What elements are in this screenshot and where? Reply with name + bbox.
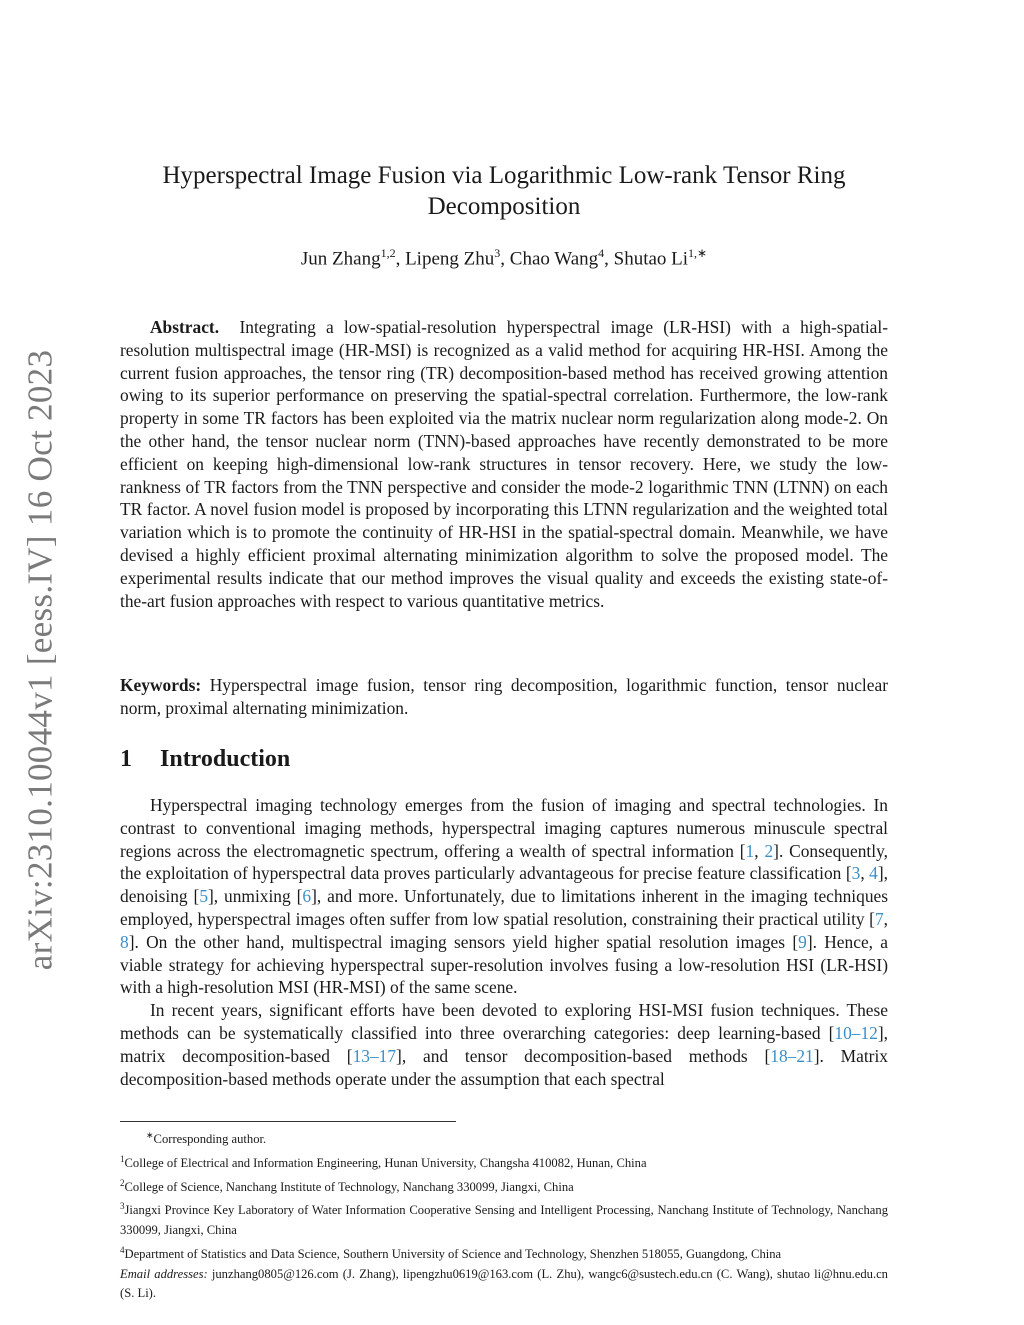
abstract-label: Abstract.: [150, 317, 220, 337]
footnote-mark: 1: [120, 1153, 125, 1164]
introduction-body: [120, 794, 888, 1090]
citation-link[interactable]: 2: [764, 840, 774, 861]
footnote-mark: 3: [120, 1201, 125, 1212]
citation-link[interactable]: 7: [874, 908, 884, 929]
citation-link[interactable]: 5: [199, 886, 209, 907]
citation-link[interactable]: 10–12: [834, 1022, 878, 1043]
section-number: 1: [120, 746, 132, 772]
keywords-label: Keywords:: [120, 675, 202, 695]
paper-title: Hyperspectral Image Fusion via Logarithmic Low-rank Tensor Ring Decomposition: [162, 162, 846, 220]
citation-link[interactable]: 8: [120, 931, 129, 952]
footnote: [120, 1241, 888, 1265]
email-text: junzhang0805@126.com (J. Zhang), lipengzhu0619@163.com (L. Zhu), wangc6@sustech.edu.cn (C. Wang), shutao li@hnu.edu.cn (S. Li).: [120, 1266, 888, 1301]
author-name: Lipeng Zhu: [405, 248, 495, 270]
footnote-text: Department of Statistics and Data Science, Southern University of Science and Technology, Shenzhen 518055, Guangdong, China: [124, 1246, 782, 1261]
author-name: Jun Zhang: [300, 248, 381, 270]
intro-paragraph-2: In recent years, significant efforts have been devoted to exploring HSI-MSI fusion techniques. These methods can be systematically classified into three overarching categories: deep learning-based [10–12], matrix decomposition-based [13–17], and tensor decomposition-based methods [18–21]. Matrix decomposition-based methods operate under the assumption that each spectral: [120, 1000, 888, 1089]
footnote-emails: [120, 1265, 888, 1304]
section-title: Introduction: [160, 746, 291, 772]
arxiv-side-stamp: [14, 349, 66, 971]
citation-link[interactable]: 4: [869, 863, 878, 884]
author-list: Jun Zhang$^{1,2}$, Lipeng Zhu$^3$, Chao Wang$^4$, Shutao $Li^{1,∗}$: [300, 246, 708, 270]
email-label: Email addresses:: [120, 1266, 208, 1281]
author-affiliation: 4: [598, 246, 605, 260]
footnote: [120, 1197, 888, 1240]
citation-link[interactable]: 18–21: [770, 1045, 814, 1066]
citation-link[interactable]: 6: [302, 886, 312, 907]
author-name: Shutao Li: [613, 248, 689, 270]
footnote-mark: 2: [120, 1177, 125, 1188]
citation-link[interactable]: 1: [745, 840, 755, 861]
arxiv-identifier: arXiv:2310.10044v1 [eess.IV] 16 Oct 2023: [20, 349, 60, 971]
citation-link[interactable]: 9: [798, 931, 807, 952]
footnote-mark: 4: [120, 1244, 125, 1255]
footnote: [120, 1150, 888, 1174]
author-affiliation: 1,2: [380, 246, 396, 260]
abstract: [120, 316, 888, 612]
keywords-text: Hyperspectral image fusion, tensor ring decomposition, logarithmic function, tensor nuclear norm, proximal alternating minimization.: [120, 675, 888, 718]
intro-paragraph-1: Hyperspectral imaging technology emerges from the fusion of imaging and spectral technologies. In contrast to conventional imaging methods, hyperspectral imaging captures numerous minuscule spectral regions across the electromagnetic spectrum, offering a wealth of spectral information [1, 2]. Consequently, the exploitation of hyperspectral data proves particularly advantageous for precise feature classification [3, 4], denoising [5], unmixing [6], and more. Unfortunately, due to limitations inherent in the imaging techniques employed, hyperspectral images often suffer from low spatial resolution, constraining their practical utility [7, 8]. On the other hand, multispectral imaging sensors yield higher spatial resolution images [9]. Hence, a viable strategy for achieving hyperspectral super-resolution involves fusing a low-resolution HSI (LR-HSI) with a high-resolution MSI (HR-MSI) of the same scene.: [120, 795, 889, 998]
footnote: [120, 1126, 888, 1150]
footnotes: [120, 1126, 888, 1304]
footnote-text: Jiangxi Province Key Laboratory of Water Information Cooperative Sensing and Intelligent Processing, Nanchang Institute of Technology, Nanchang 330099, Jiangxi, China: [120, 1203, 888, 1238]
citation-link[interactable]: 13–17: [352, 1045, 397, 1066]
citation-link[interactable]: 3: [851, 863, 861, 884]
author-name: Chao Wang: [509, 248, 599, 270]
footnote-text: College of Science, Nanchang Institute of Technology, Nanchang 330099, Jiangxi, China: [124, 1179, 574, 1194]
author-affiliation: 1,∗: [688, 246, 708, 260]
author-affiliation: 3: [494, 246, 501, 260]
abstract-text: Integrating a low-spatial-resolution hyperspectral image (LR-HSI) with a high-spatial-resolution multispectral image (HR-MSI) is recognized as a valid method for acquiring HR-HSI. Among the current fusion approaches, the tensor ring (TR) decomposition-based method has received growing attention owing to its superior performance on preserving the spatial-spectral correlation. Furthermore, the low-rank property in some TR factors has been exploited via the matrix nuclear norm regularization along mode-2. On the other hand, the tensor nuclear norm (TNN)-based approaches have recently demonstrated to be more efficient on keeping high-dimensional low-rank structures in tensor recovery. Here, we study the low-rankness of TR factors from the TNN perspective and consider the mode-2 logarithmic TNN (LTNN) on each TR factor. A novel fusion model is proposed by incorporating this LTNN regularization and the weighted total variation which is to promote the continuity of HR-HSI in the spatial-spectral domain. Meanwhile, we have devised a highly efficient proximal alternating minimization algorithm to solve the proposed model. The experimental results indicate that our method improves the visual quality and exceeds the existing state-of-the-art fusion approaches with respect to various quantitative metrics.: [120, 317, 888, 611]
footnote-divider: [120, 1121, 456, 1122]
footnote-text: Corresponding author.: [153, 1132, 267, 1147]
footnote-text: College of Electrical and Information Engineering, Hunan University, Changsha 410082, Hunan, China: [124, 1155, 647, 1170]
section-heading: [120, 746, 888, 773]
footnote: [120, 1174, 888, 1198]
keywords: [120, 674, 888, 720]
footnote-mark: ∗: [146, 1130, 154, 1140]
